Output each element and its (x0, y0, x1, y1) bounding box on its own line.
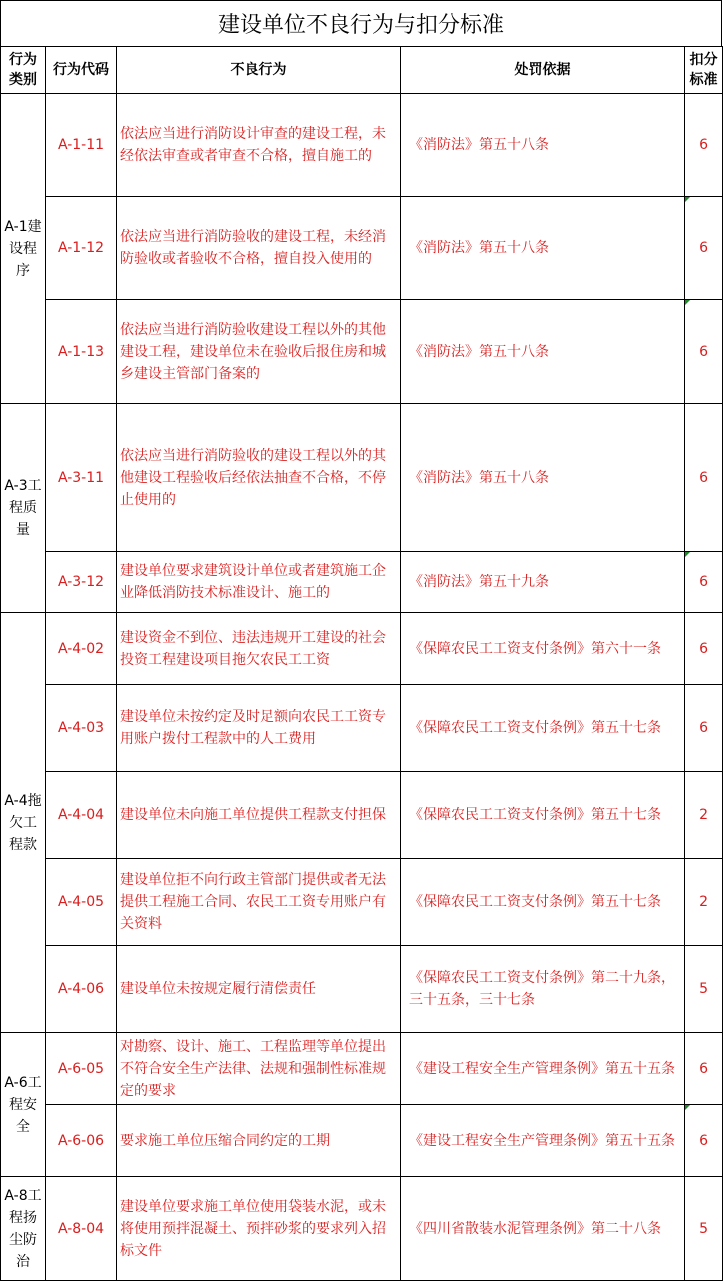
score-cell[interactable]: 6 (685, 197, 723, 300)
score-cell[interactable]: 5 (685, 946, 723, 1033)
category-cell[interactable]: A-1建设程序 (1, 94, 46, 404)
table-row (1, 94, 723, 197)
behavior-cell[interactable]: 依法应当进行消防设计审查的建设工程，未经依法审查或者审查不合格，擅自施工的 (117, 94, 401, 197)
basis-cell[interactable]: 《保障农民工工资支付条例》第五十七条 (401, 772, 685, 859)
code-cell[interactable]: A-1-12 (46, 197, 117, 300)
category-cell[interactable]: A-3工程质量 (1, 404, 46, 613)
table-row (1, 404, 723, 552)
score-cell[interactable]: 6 (685, 1105, 723, 1177)
behavior-cell[interactable]: 建设单位要求建筑设计单位或者建筑施工企业降低消防技术标准设计、施工的 (117, 552, 401, 613)
header-basis[interactable]: 处罚依据 (401, 47, 685, 94)
score-cell[interactable]: 6 (685, 613, 723, 685)
basis-cell[interactable]: 《消防法》第五十八条 (401, 404, 685, 552)
behavior-cell[interactable]: 依法应当进行消防验收的建设工程，未经消防验收或者验收不合格，擅自投入使用的 (117, 197, 401, 300)
behavior-cell[interactable]: 建设单位未向施工单位提供工程款支付担保 (117, 772, 401, 859)
behavior-cell[interactable]: 对勘察、设计、施工、工程监理等单位提出不符合安全生产法律、法规和强制性标准规定的要求 (117, 1033, 401, 1105)
score-cell[interactable]: 6 (685, 1033, 723, 1105)
table-row (1, 1033, 723, 1105)
code-cell[interactable]: A-4-06 (46, 946, 117, 1033)
code-cell[interactable]: A-3-11 (46, 404, 117, 552)
score-cell[interactable]: 6 (685, 404, 723, 552)
behavior-cell[interactable]: 要求施工单位压缩合同约定的工期 (117, 1105, 401, 1177)
table-row (1, 772, 723, 859)
table-row (1, 946, 723, 1033)
category-cell[interactable]: A-4拖欠工程款 (1, 613, 46, 1033)
basis-cell[interactable]: 《四川省散装水泥管理条例》第二十八条 (401, 1177, 685, 1281)
header-row (1, 47, 723, 94)
basis-cell[interactable]: 《保障农民工工资支付条例》第二十九条，三十五条，三十七条 (401, 946, 685, 1033)
category-cell[interactable]: A-6工程安全 (1, 1033, 46, 1177)
basis-cell[interactable]: 《消防法》第五十八条 (401, 94, 685, 197)
basis-cell[interactable]: 《消防法》第五十九条 (401, 552, 685, 613)
code-cell[interactable]: A-6-06 (46, 1105, 117, 1177)
behavior-cell[interactable]: 建设资金不到位、违法违规开工建设的社会投资工程建设项目拖欠农民工工资 (117, 613, 401, 685)
behavior-cell[interactable]: 依法应当进行消防验收的建设工程以外的其他建设工程验收后经依法抽查不合格，不停止使用的 (117, 404, 401, 552)
code-cell[interactable]: A-6-05 (46, 1033, 117, 1105)
score-cell[interactable]: 6 (685, 300, 723, 404)
table-row (1, 197, 723, 300)
table-row (1, 1177, 723, 1281)
code-cell[interactable]: A-1-13 (46, 300, 117, 404)
penalty-table (0, 46, 723, 1281)
behavior-cell[interactable]: 建设单位未按约定及时足额向农民工工资专用账户拨付工程款中的人工费用 (117, 685, 401, 772)
basis-cell[interactable]: 《建设工程安全生产管理条例》第五十五条 (401, 1033, 685, 1105)
header-code[interactable]: 行为代码 (46, 47, 117, 94)
table-row (1, 859, 723, 946)
basis-cell[interactable]: 《保障农民工工资支付条例》第五十七条 (401, 685, 685, 772)
score-cell[interactable]: 2 (685, 859, 723, 946)
behavior-cell[interactable]: 建设单位未按规定履行清偿责任 (117, 946, 401, 1033)
code-cell[interactable]: A-4-03 (46, 685, 117, 772)
code-cell[interactable]: A-8-04 (46, 1177, 117, 1281)
code-cell[interactable]: A-4-02 (46, 613, 117, 685)
table-row (1, 613, 723, 685)
code-cell[interactable]: A-4-05 (46, 859, 117, 946)
table-row (1, 552, 723, 613)
page-title: 建设单位不良行为与扣分标准 (0, 0, 722, 46)
behavior-cell[interactable]: 建设单位拒不向行政主管部门提供或者无法提供工程施工合同、农民工工资专用账户有关资料 (117, 859, 401, 946)
header-category[interactable]: 行为类别 (1, 47, 46, 94)
basis-cell[interactable]: 《保障农民工工资支付条例》第六十一条 (401, 613, 685, 685)
score-cell[interactable]: 6 (685, 552, 723, 613)
header-behavior[interactable]: 不良行为 (117, 47, 401, 94)
behavior-cell[interactable]: 依法应当进行消防验收建设工程以外的其他建设工程，建设单位未在验收后报住房和城乡建设主管部门备案的 (117, 300, 401, 404)
table-row (1, 1105, 723, 1177)
score-cell[interactable]: 2 (685, 772, 723, 859)
score-cell[interactable]: 6 (685, 685, 723, 772)
code-cell[interactable]: A-3-12 (46, 552, 117, 613)
score-cell[interactable]: 5 (685, 1177, 723, 1281)
category-cell[interactable]: A-8工程扬尘防治 (1, 1177, 46, 1281)
basis-cell[interactable]: 《建设工程安全生产管理条例》第五十五条 (401, 1105, 685, 1177)
table-row (1, 685, 723, 772)
basis-cell[interactable]: 《保障农民工工资支付条例》第五十七条 (401, 859, 685, 946)
behavior-cell[interactable]: 建设单位要求施工单位使用袋装水泥，或未将使用预拌混凝土、预拌砂浆的要求列入招标文件 (117, 1177, 401, 1281)
code-cell[interactable]: A-4-04 (46, 772, 117, 859)
code-cell[interactable]: A-1-11 (46, 94, 117, 197)
basis-cell[interactable]: 《消防法》第五十八条 (401, 300, 685, 404)
table-row (1, 300, 723, 404)
header-score[interactable]: 扣分标准 (685, 47, 723, 94)
score-cell[interactable]: 6 (685, 94, 723, 197)
basis-cell[interactable]: 《消防法》第五十八条 (401, 197, 685, 300)
